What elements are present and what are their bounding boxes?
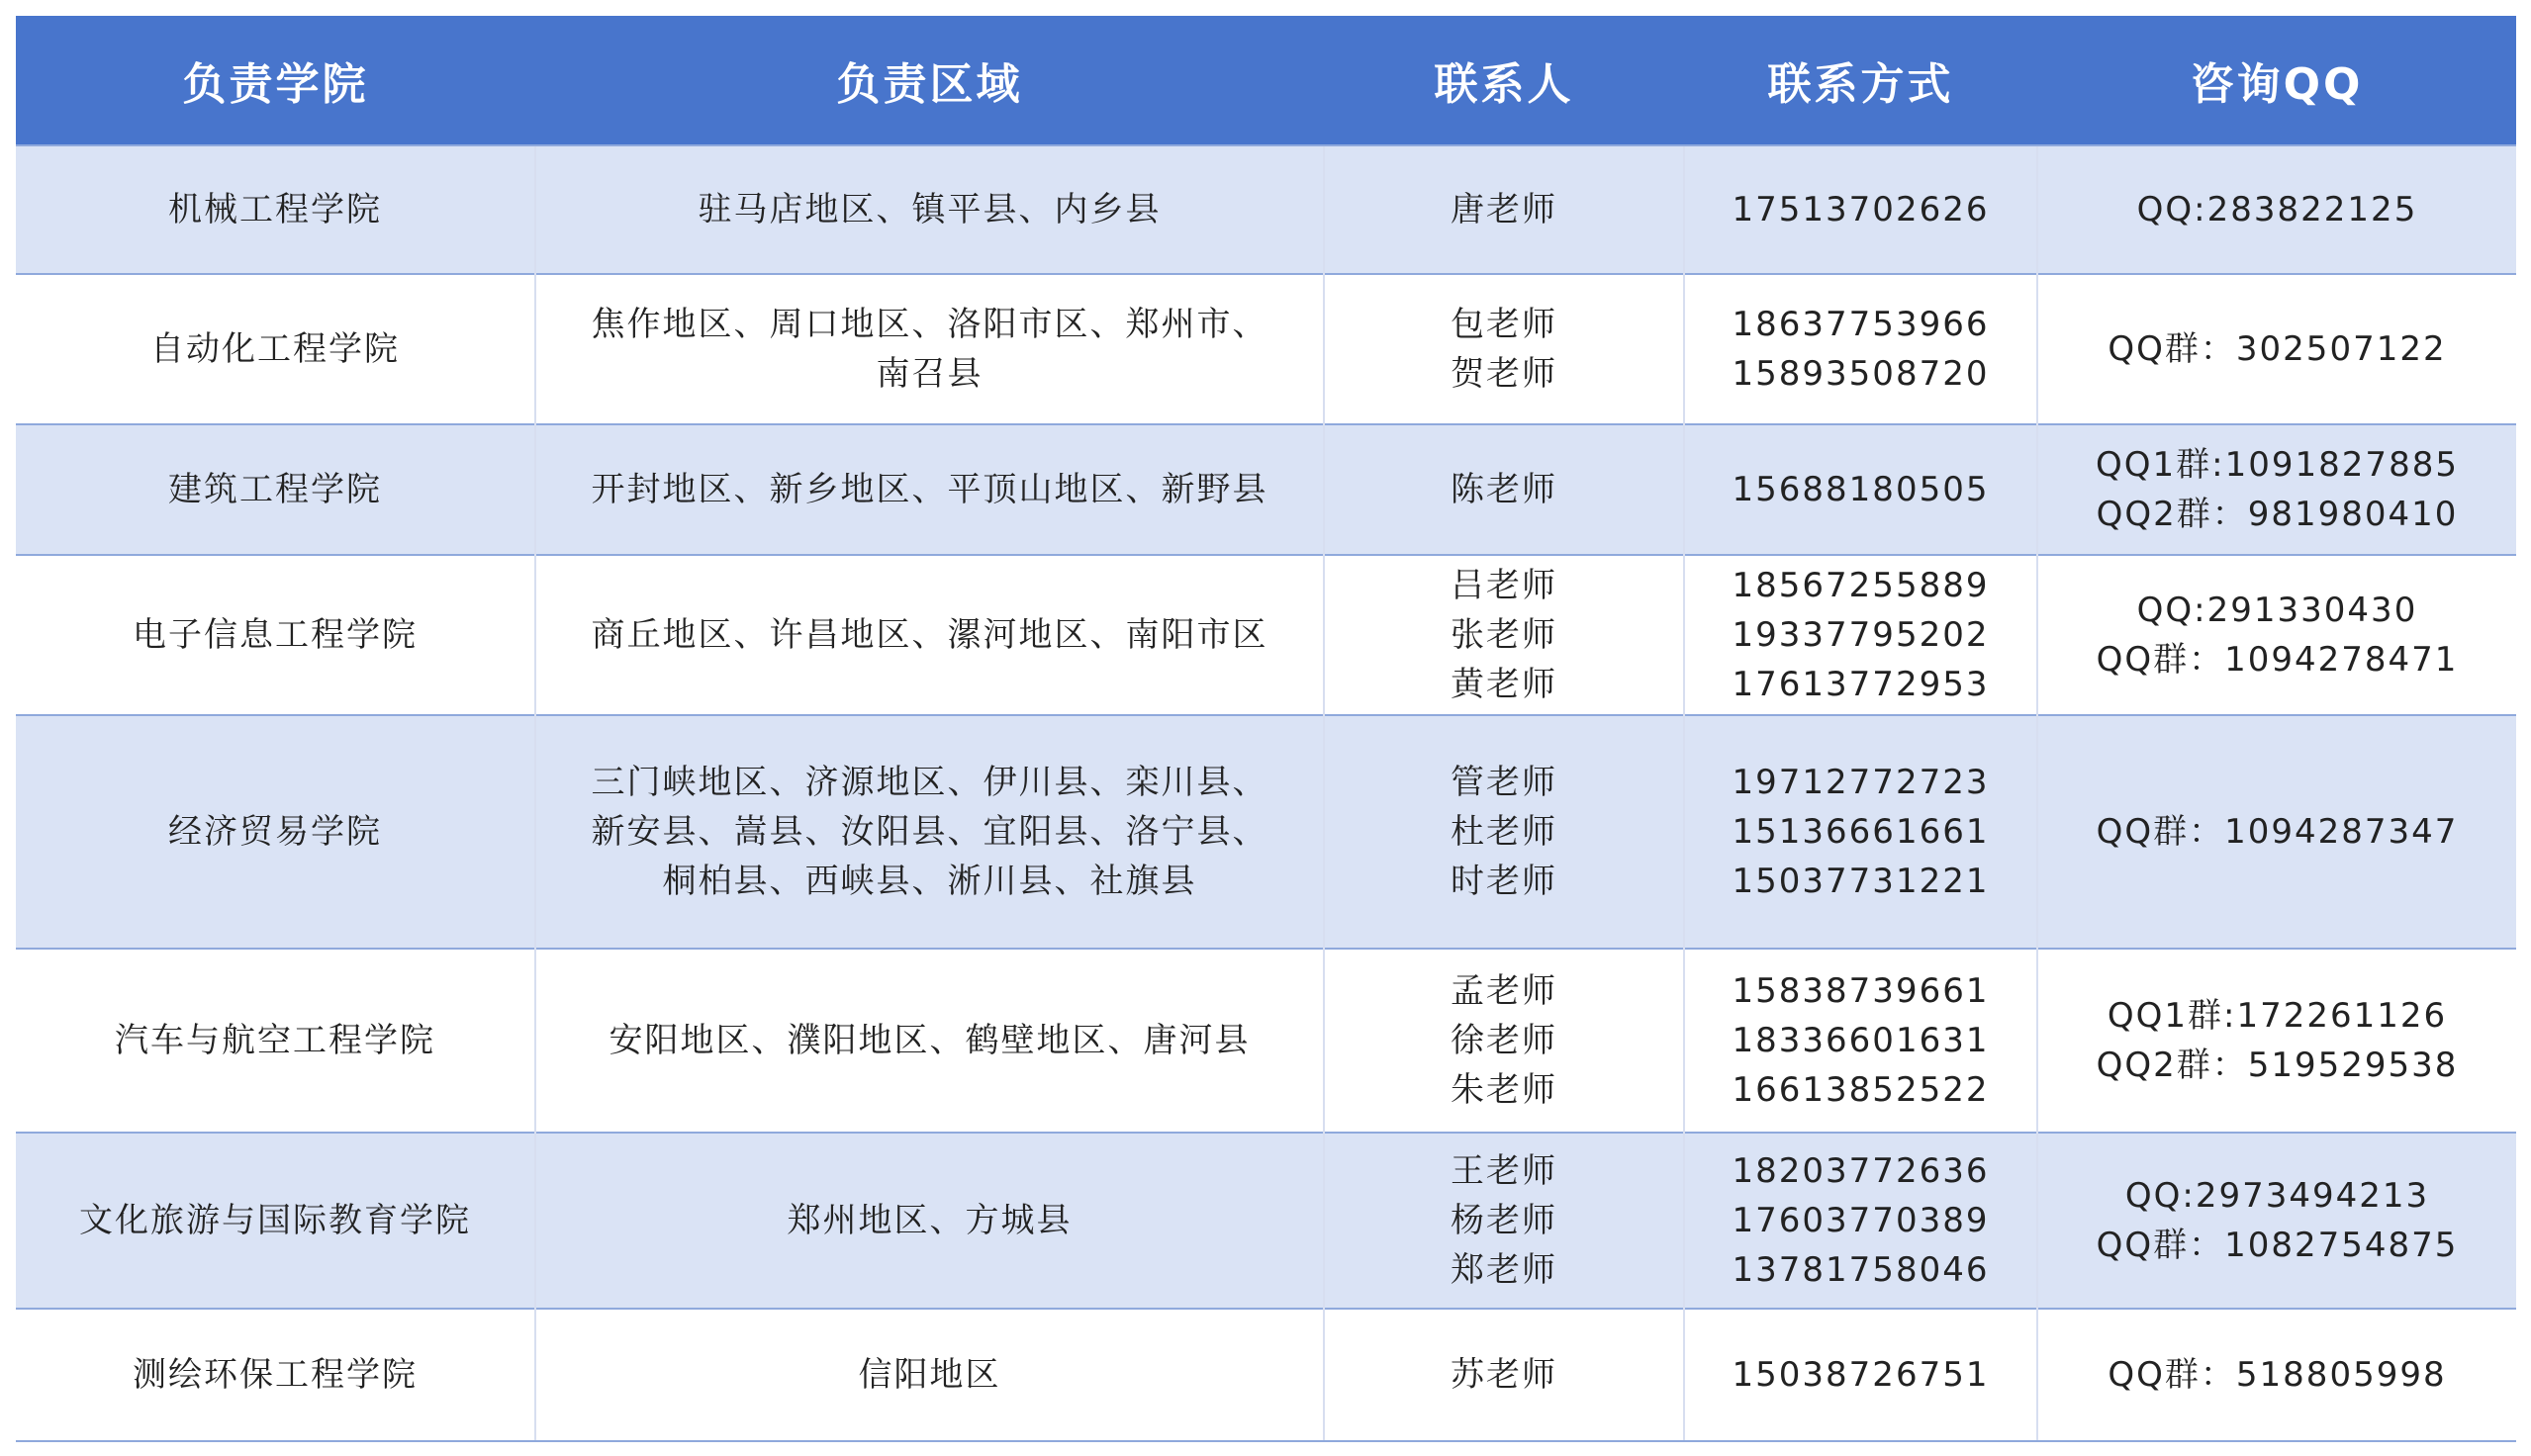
header-area: 负责区域 [535, 16, 1324, 145]
qq-number: QQ2群：519529538 [2096, 1046, 2459, 1085]
phone-number: 16613852522 [1732, 1070, 1990, 1110]
cell-area [535, 1309, 1324, 1441]
cell-qq [2037, 274, 2516, 424]
contact-name: 吕老师 [1451, 566, 1557, 605]
qq-number: QQ1群:1091827885 [2096, 445, 2459, 485]
area-line: 郑州地区、方城县 [787, 1201, 1073, 1240]
qq-number: QQ:291330430 [2136, 591, 2418, 630]
contact-name: 杨老师 [1451, 1201, 1557, 1240]
header-row [16, 16, 2516, 145]
cell-college: 汽车与航空工程学院 [16, 949, 535, 1133]
cell-qq [2037, 1309, 2516, 1441]
area-line: 开封地区、新乡地区、平顶山地区、新野县 [591, 470, 1268, 509]
contact-table [16, 16, 2516, 1442]
cell-phone [1684, 1133, 2037, 1309]
phone-number: 18203772636 [1732, 1151, 1990, 1191]
table-row [16, 1133, 2516, 1309]
table-row [16, 145, 2516, 274]
qq-number: QQ:283822125 [2136, 190, 2418, 229]
cell-contact [1324, 145, 1684, 274]
area-line: 安阳地区、濮阳地区、鹤壁地区、唐河县 [609, 1021, 1251, 1060]
contact-name: 陈老师 [1451, 470, 1557, 509]
cell-contact [1324, 715, 1684, 949]
qq-number: QQ2群：981980410 [2096, 495, 2459, 534]
contact-name: 孟老师 [1451, 971, 1557, 1011]
contact-name: 郑老师 [1451, 1250, 1557, 1290]
qq-number: QQ群：1082754875 [2096, 1226, 2459, 1265]
cell-contact [1324, 1133, 1684, 1309]
cell-college: 测绘环保工程学院 [16, 1309, 535, 1441]
qq-number: QQ:2973494213 [2124, 1176, 2430, 1216]
phone-number: 18567255889 [1732, 566, 1990, 605]
table-row [16, 949, 2516, 1133]
area-line: 商丘地区、许昌地区、漯河地区、南阳市区 [591, 615, 1268, 655]
phone-number: 17603770389 [1732, 1201, 1990, 1240]
area-line: 信阳地区 [858, 1355, 1001, 1395]
phone-number: 15136661661 [1732, 812, 1990, 852]
cell-contact [1324, 1309, 1684, 1441]
header-college: 负责学院 [16, 16, 535, 145]
area-line: 焦作地区、周口地区、洛阳市区、郑州市、 [591, 305, 1268, 344]
qq-number: QQ群：1094287347 [2096, 812, 2459, 852]
cell-contact [1324, 424, 1684, 555]
cell-phone [1684, 424, 2037, 555]
phone-number: 19712772723 [1732, 763, 1990, 802]
area-line: 桐柏县、西峡县、淅川县、社旗县 [662, 862, 1197, 901]
qq-number: QQ1群:172261126 [2107, 996, 2448, 1036]
table-row [16, 715, 2516, 949]
contact-name: 苏老师 [1451, 1355, 1557, 1395]
cell-qq [2037, 424, 2516, 555]
table-row [16, 1309, 2516, 1441]
phone-number: 15688180505 [1732, 470, 1990, 509]
cell-area [535, 1133, 1324, 1309]
phone-number: 18637753966 [1732, 305, 1990, 344]
phone-number: 15038726751 [1732, 1355, 1990, 1395]
phone-number: 18336601631 [1732, 1021, 1990, 1060]
qq-number: QQ群：302507122 [2108, 329, 2447, 369]
cell-area [535, 555, 1324, 715]
area-line: 驻马店地区、镇平县、内乡县 [698, 190, 1162, 229]
header-phone: 联系方式 [1684, 16, 2037, 145]
cell-area [535, 949, 1324, 1133]
cell-area [535, 274, 1324, 424]
area-line: 新安县、嵩县、汝阳县、宜阳县、洛宁县、 [591, 812, 1268, 852]
contact-name: 杜老师 [1451, 812, 1557, 852]
cell-college: 建筑工程学院 [16, 424, 535, 555]
contact-table-container [16, 16, 2516, 1440]
contact-name: 徐老师 [1451, 1021, 1557, 1060]
contact-name: 王老师 [1451, 1151, 1557, 1191]
cell-qq [2037, 715, 2516, 949]
contact-name: 朱老师 [1451, 1070, 1557, 1110]
cell-contact [1324, 949, 1684, 1133]
cell-phone [1684, 715, 2037, 949]
contact-name: 包老师 [1451, 305, 1557, 344]
phone-number: 19337795202 [1732, 615, 1990, 655]
area-line: 南召县 [876, 354, 984, 394]
cell-college: 自动化工程学院 [16, 274, 535, 424]
contact-name: 黄老师 [1451, 665, 1557, 704]
cell-area [535, 715, 1324, 949]
cell-contact [1324, 274, 1684, 424]
cell-phone [1684, 145, 2037, 274]
cell-area [535, 145, 1324, 274]
cell-phone [1684, 949, 2037, 1133]
header-contact: 联系人 [1324, 16, 1684, 145]
cell-college: 经济贸易学院 [16, 715, 535, 949]
cell-qq [2037, 145, 2516, 274]
contact-name: 管老师 [1451, 763, 1557, 802]
cell-phone [1684, 1309, 2037, 1441]
contact-name: 时老师 [1451, 862, 1557, 901]
cell-qq [2037, 555, 2516, 715]
cell-area [535, 424, 1324, 555]
cell-college: 电子信息工程学院 [16, 555, 535, 715]
phone-number: 17613772953 [1732, 665, 1990, 704]
table-row [16, 424, 2516, 555]
table-row [16, 274, 2516, 424]
cell-contact [1324, 555, 1684, 715]
phone-number: 17513702626 [1732, 190, 1990, 229]
contact-name: 唐老师 [1451, 190, 1557, 229]
cell-college: 机械工程学院 [16, 145, 535, 274]
cell-qq [2037, 949, 2516, 1133]
cell-phone [1684, 274, 2037, 424]
table-row [16, 555, 2516, 715]
qq-number: QQ群：518805998 [2108, 1355, 2447, 1395]
header-qq: 咨询QQ [2037, 16, 2516, 145]
qq-number: QQ群：1094278471 [2096, 640, 2459, 680]
phone-number: 15037731221 [1732, 862, 1990, 901]
cell-qq [2037, 1133, 2516, 1309]
cell-phone [1684, 555, 2037, 715]
cell-college: 文化旅游与国际教育学院 [16, 1133, 535, 1309]
area-line: 三门峡地区、济源地区、伊川县、栾川县、 [591, 763, 1268, 802]
phone-number: 13781758046 [1732, 1250, 1990, 1290]
phone-number: 15838739661 [1732, 971, 1990, 1011]
contact-name: 张老师 [1451, 615, 1557, 655]
phone-number: 15893508720 [1732, 354, 1990, 394]
contact-name: 贺老师 [1451, 354, 1557, 394]
